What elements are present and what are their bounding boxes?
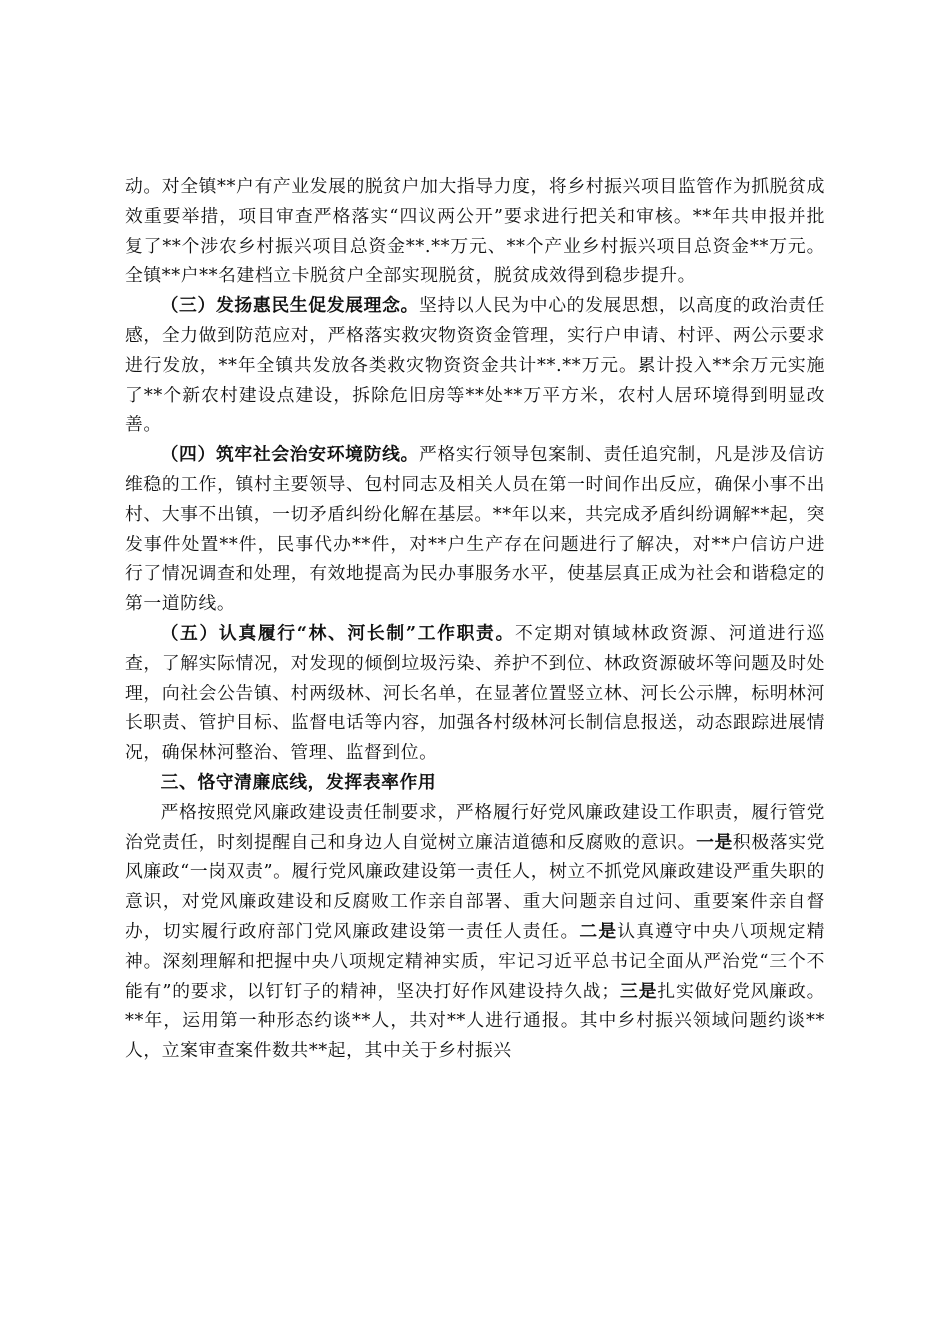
section-3-third-body: 扎实做好党风廉政。**年，运用第一种形态约谈**人，共对**人进行通报。其中乡村振兴领域问题约谈**人，立案审查案件数共**起，其中关于乡村振兴 (125, 980, 825, 1062)
section-3-intro: 严格按照党风廉政建设责任制要求，严格履行好党风廉政建设工作职责，履行管党治党责任，时刻提醒自己和身边人自觉树立廉洁道德和反腐败的意识。 (125, 801, 825, 853)
paragraph-4 (125, 440, 825, 619)
paragraph-3-body: 坚持以人民为中心的发展思想，以高度的政治责任感，全力做到防范应对，严格落实救灾物资资金管理，实行户申请、村评、两公示要求进行发放，**年全镇共发放各类救灾物资资金共计**.**万元。累计投入**余万元实施了**个新农村建设点建设，拆除危旧房等**处**万平方米，农村人居环境得到明显改善。 (125, 295, 825, 436)
paragraph-4-heading: （四）筑牢社会治安环境防线。 (160, 444, 419, 466)
paragraph-3-heading: （三）发扬惠民生促发展理念。 (160, 295, 419, 317)
paragraph-5-body: 不定期对镇域林政资源、河道进行巡查，了解实际情况，对发现的倾倒垃圾污染、养护不到位、林政资源破坏等问题及时处理，向社会公告镇、村两级林、河长名单，在显著位置竖立林、河长公示牌，标明林河长职责、管护目标、监督电话等内容，加强各村级林河长制信息报送，动态跟踪进展情况，确保林河整治、管理、监督到位。 (125, 622, 825, 764)
section-3-third-label: 三是 (619, 980, 658, 1002)
document-page (125, 172, 825, 1066)
section-3-paragraph (125, 798, 825, 1066)
paragraph-5-heading: （五）认真履行“林、河长制”工作职责。 (160, 622, 515, 644)
section-3-second-label: 二是 (579, 920, 618, 942)
section-3-first-body: 积极落实党风廉政“一岗双责”。履行党风廉政建设第一责任人，树立不抓党风廉政建设严重失职的意识，对党风廉政建设和反腐败工作亲自部署、重大问题亲自过问、重要案件亲自督办，切实履行政府部门党风廉政建设第一责任人责任。 (125, 831, 825, 942)
section-3-heading: 三、恪守清廉底线，发挥表率作用 (160, 771, 437, 793)
paragraph-4-body: 严格实行领导包案制、责任追究制，凡是涉及信访维稳的工作，镇村主要领导、包村同志及相关人员在第一时间作出反应，确保小事不出村、大事不出镇，一切矛盾纠纷化解在基层。**年以来，共完成矛盾纠纷调解**起，突发事件处置**件，民事代办**件，对**户生产存在问题进行了解决，对**户信访户进行了情况调查和处理，有效地提高为民办事服务水平，使基层真正成为社会和谐稳定的第一道防线。 (125, 444, 825, 615)
section-3-second-body: 认真遵守中央八项规定精神。深刻理解和把握中央八项规定精神实质，牢记习近平总书记全面从严治党“三个不能有”的要求，以钉钉子的精神，坚决打好作风建设持久战； (125, 920, 825, 1002)
paragraph-5 (125, 619, 825, 768)
paragraph-continuation: 动。对全镇**户有产业发展的脱贫户加大指导力度，将乡村振兴项目监管作为抓脱贫成效重要举措，项目审查严格落实“四议两公开”要求进行把关和审核。**年共申报并批复了**个涉农乡村振兴项目总资金**.**万元、**个产业乡村振兴项目总资金**万元。全镇**户**名建档立卡脱贫户全部实现脱贫，脱贫成效得到稳步提升。 (125, 176, 825, 287)
section-3-first-label: 一是 (696, 831, 733, 853)
paragraph-3 (125, 291, 825, 440)
